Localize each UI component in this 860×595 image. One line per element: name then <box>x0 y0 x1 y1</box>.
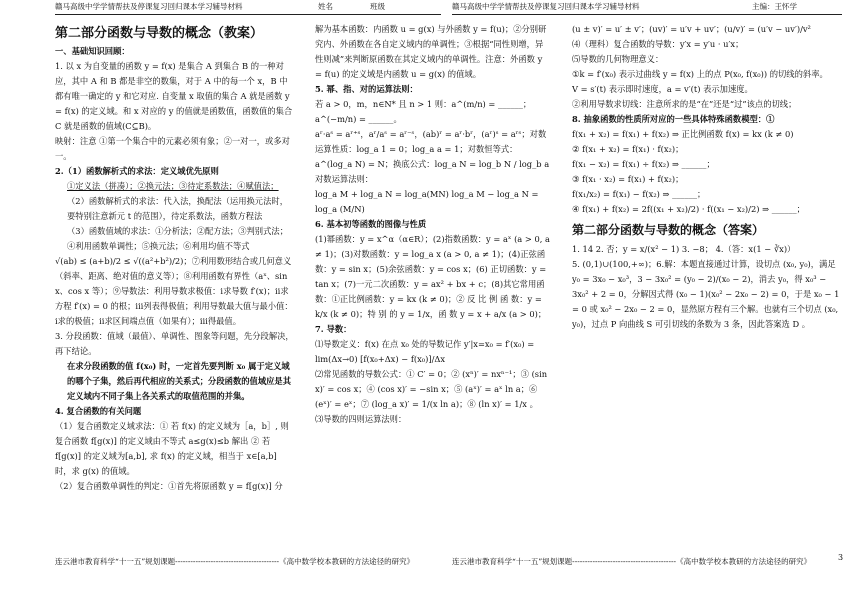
tangent-slope: ①k = f′(x₀) 表示过曲线 y = f(x) 上的点 P(x₀, f(x₀)) 的切线的斜率。 <box>572 69 828 79</box>
function-definition: 1. 以 x 为自变量的函数 y = f(x) 是集合 A 到集合 B 的一种对应，其中 A 和 B 都是非空的数集，对于 A 中的每一个 x，B 中都有唯一确定的 y 和它对应. 自变量 x 取值的集合 A 就是函数 y = f(x) 的定义域。和 x 对应的 y 的值就是函数值，函数值的集合 C 就是函数的值域(C⊆B)。 <box>55 61 293 131</box>
abstract-model-3a: ③ f(x₁ · x₂) = f(x₁) + f(x₂)； <box>572 174 684 184</box>
geometric-meaning-heading: ⑸导数的几何物理意义： <box>572 54 664 64</box>
composite-domain: （1）复合函数定义域求法：① 若 f(x) 的定义域为［a，b］, 则复合函数 f[g(x)] 的定义域由不等式 a≤g(x)≤b 解出 ② 若 f[g(x)] 的定义域为[a,b], 求 f(x) 的定义域，相当于 x∈[a,b] 时，求 g(x) 的值域。 <box>55 421 289 476</box>
analytic-expression-heading: 2.（1）函数解析式的求法：定义域优先原则 <box>55 166 219 176</box>
composite-heading: 4. 复合函数的有关问题 <box>55 406 142 416</box>
methods-list: ①定义法（拼凑）；②换元法；③待定系数法；④赋值法； <box>67 181 279 191</box>
column-3 <box>572 22 840 542</box>
abstract-model-3b: f(x₁/x₂) = f(x₁) − f(x₂) ⇒ ______； <box>572 189 706 199</box>
header-editor: 主编：王怀学 <box>752 2 797 11</box>
abstract-function-heading: 8. 抽象函数的性质所对应的一些具体特殊函数模型：① <box>572 114 775 124</box>
header-rule-left <box>55 14 441 15</box>
abstract-model-2a: ② f(x₁ + x₂) = f(x₁) · f(x₂)； <box>572 144 684 154</box>
piecewise-note: 在求分段函数的值 f(x₀) 时，一定首先要判断 x₀ 属于定义域的哪个子集，然后再代相应的关系式；分段函数的值域应是其定义域内不同子集上各关系式的取值范围的并集。 <box>67 361 292 401</box>
derivative-arithmetic-heading: ⑶导数的四则运算法则： <box>315 414 407 424</box>
header-rule-right <box>452 14 842 15</box>
header-left-title: 赣马高级中学学情帮扶及停课复习回归课本学习辅导材料 <box>55 2 243 11</box>
answer-line-2: 5. (0,1)∪(100,+∞)；6.解：本题直接通过计算，设切点 (x₀, y₀)，满足 y₀ = 3x₀ − x₀³，3 − 3x₀² = (y₀ − 2)/(x₀ − 2)，消去 y₀，得 x₀³ − 3x₀² + 2 = 0，分解因式得 (x₀ − 1)(x₀² − 2x₀ − 2) = 0，于是 x₀ − 1 = 0 或 x₀² − 2x₀ − 2 = 0，显然原方程有三个解。也就有三个切点 (x₀, y₀)，过点 P 向曲线 S 可引切线的条数为 3 条，因此答案选 D 。 <box>572 259 840 329</box>
derivative-definition: ⑴导数定义：f(x) 在点 x₀ 处的导数记作 y′|x=x₀ = f′(x₀) = lim(Δx→0) [f(x₀+Δx) − f(x₀)]/Δx <box>315 339 535 364</box>
composite-monotonic: （2）复合函数单调性的判定：①首先将原函数 y = f[g(x)] 分 <box>55 481 283 491</box>
column-1 <box>55 44 295 540</box>
column-2 <box>315 22 551 542</box>
rational-exponent: 若 a > 0，m，n∈N* 且 n > 1 则：a^(m/n) = ______；a^(−m/n) = ______。 <box>315 99 532 124</box>
abstract-model-4: ④ f(x₁) + f(x₂) = 2f((x₁ + x₂)/2) · f((x₁ − x₂)/2) ⇒ ______； <box>572 204 805 214</box>
exponent-log-heading: 5. 幂、指、对的运算法则： <box>315 84 418 94</box>
abstract-model-2b: f(x₁ − x₂) = f(x₁) ÷ f(x₂) ⇒ ______； <box>572 159 715 169</box>
derivative-heading: 7. 导数： <box>315 324 352 334</box>
piecewise-function: 3. 分段函数：值域（最值）、单调性、图象等问题，先分段解决，再下结论。 <box>55 331 294 356</box>
abstract-model-1: f(x₁ + x₂) = f(x₁) + f(x₂) ⇒ 正比例函数 f(x) = kx (k ≠ 0) <box>572 129 794 139</box>
analytic-methods: （2）函数解析式的求法：代入法，换配法（运用换元法时，要特别注意新元 t 的范围），待定系数法，函数方程法 <box>67 196 288 221</box>
header-name-label: 姓名 <box>318 2 333 11</box>
log-operation-rules: log_a M + log_a N = log_a(MN) log_a M − log_a N = log_a (M/N) <box>315 189 539 214</box>
answer-title: 第二部分函数与导数的概念（答案） <box>572 223 765 237</box>
section-title: 第二部分函数与导数的概念（教案） <box>55 26 264 41</box>
exponent-log-rules: aʳ·aˢ = aʳ⁺ˢ，aʳ/aˢ = aʳ⁻ˢ，(ab)ʳ = aʳ·bʳ，(aʳ)ˢ = aʳˢ；对数运算性质：log_a 1 = 0；log_a a = 1；对数恒等式：a^(log_a N) = N；换底公式：log_a N = log_b N / log_b a 对数运算法则： <box>315 129 550 184</box>
elementary-functions-heading: 6. 基本初等函数的图像与性质 <box>315 219 427 229</box>
inequality-methods: √(ab) ≤ (a+b)/2 ≤ √((a²+b²)/2)；⑦利用数形结合或几何意义（斜率、距离、绝对值的意义等）；⑧利用函数有界性（aˣ、sin x、cos x 等）；⑨导数法：利用导数求极值：ⅰ求导数 f′(x)；ⅱ求方程 f′(x) = 0 的根；ⅲ列表得极值；利用导数最大值与最小值：ⅰ求的极值；ⅱ求区间端点值（如果有）；ⅲ得最值。 <box>55 256 293 326</box>
composite-continued: 解为基本函数：内函数 u = g(x) 与外函数 y = f(u)；②分别研究内、外函数在各自定义域内的单调性；③根据“同性则增，异性则减”来判断原函数在其定义域内的单调性。注意：外函数 y = f(u) 的定义域是内函数 u = g(x) 的值域。 <box>315 24 547 79</box>
page-number: 3 <box>838 553 844 562</box>
composite-derivative: ⑷（理科）复合函数的导数：y′x = y′u · u′x； <box>572 39 744 49</box>
range-methods: （3）函数值域的求法：①分析法；②配方法；③判别式法；④利用函数单调性；⑤换元法；⑥利用均值不等式 <box>67 226 288 251</box>
answer-line-1: 1. 14 2. 否；y = x/(x² − 1) 3. −8； 4.（答：x(1 − ∛x)） <box>572 244 796 254</box>
mapping-note: 映射：注意 ①第一个集合中的元素必须有象；②一对一，或多对一。 <box>55 136 290 161</box>
velocity-acceleration: V = s′(t) 表示即时速度，a = v′(t) 表示加速度。 <box>572 84 753 94</box>
tangent-note: ②利用导数求切线：注意所求的是“在”还是“过”该点的切线； <box>572 99 797 109</box>
footer-left: 连云港市教育科学“十一五”规划课题-----------------------------------------《高中数学校本教研的方法途径的研究》 <box>55 557 415 566</box>
derivative-arithmetic-rules: (u ± v)′ = u′ ± v′；(uv)′ = u′v + uv′；(u/v)′ = (u′v − uv′)/v² <box>572 24 811 34</box>
derivative-formulas: ⑵常见函数的导数公式：① C′ = 0；② (xⁿ)′ = nxⁿ⁻¹；③ (sin x)′ = cos x；④ (cos x)′ = −sin x；⑤ (aˣ)′ = aˣ ln a；⑥ (eˣ)′ = eˣ；⑦ (log_a x)′ = 1/(x ln a)；⑧ (ln x)′ = 1/x 。 <box>315 369 548 409</box>
header-right-title: 赣马高级中学学情帮扶及停课复习回归课本学习辅导材料 <box>452 2 640 11</box>
header-class-label: 班级 <box>370 2 385 11</box>
footer-right: 连云港市教育科学“十一五”规划课题-----------------------------------------《高中数学校本教研的方法途径的研究》 <box>452 557 812 566</box>
basics-heading: 一、基础知识回顾： <box>55 46 130 56</box>
elementary-functions-list: (1)幂函数：y = x^α（α∈R）；(2)指数函数：y = aˣ (a > 0, a ≠ 1)；(3)对数函数：y = log_a x (a > 0, a ≠ 1)；(4)正弦函数：y = sin x；(5)余弦函数：y = cos x；(6) 正切函数：y = tan x；(7)一元二次函数：y = ax² + bx + c；(8)其它常用函数：①正比例函数：y = kx (k ≠ 0)；② 反 比 例 函 数：y = k/x (k ≠ 0)；特 别 的 y = 1/x，函 数 y = x + a/x (a > 0)； <box>315 234 550 319</box>
